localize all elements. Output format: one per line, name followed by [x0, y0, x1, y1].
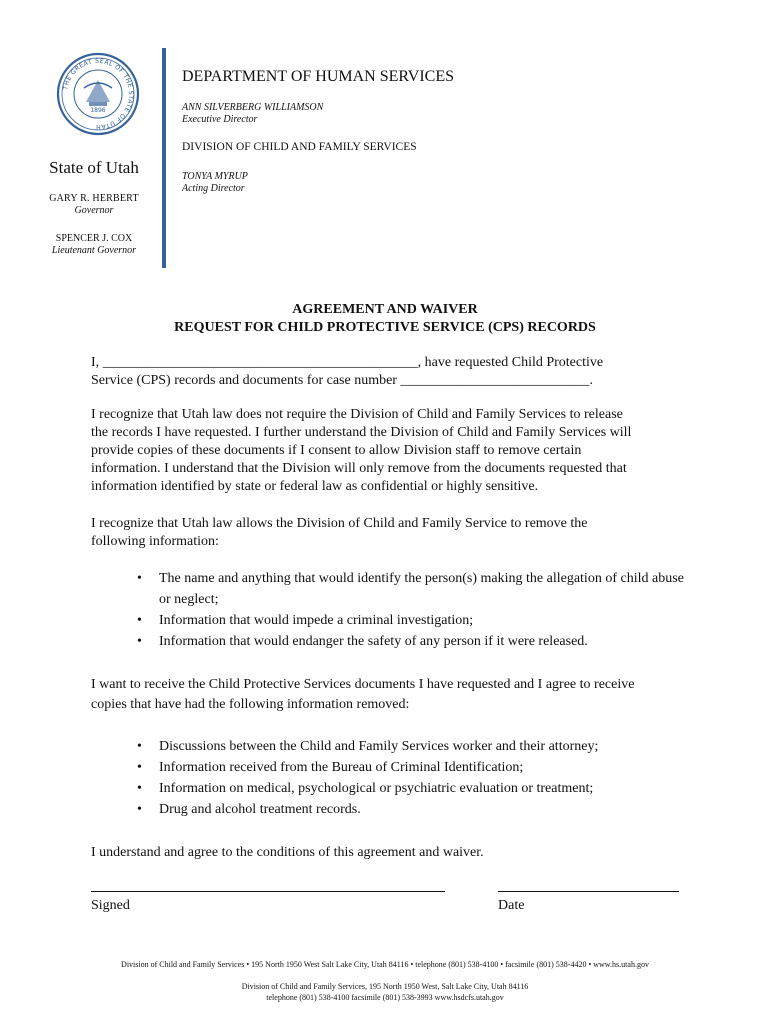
letterhead-divider: [162, 48, 166, 268]
signature-line: [91, 891, 445, 892]
consent-paragraph: [91, 675, 691, 715]
paragraph-line: I want to receive the Child Protective Services documents I have requested and I agree to receive: [91, 677, 635, 692]
signed-label: Signed: [91, 898, 130, 913]
utah-state-seal-icon: [56, 52, 140, 136]
paragraph-line: I recognize that Utah law allows the Division of Child and Family Service to remove the: [91, 516, 588, 531]
seal-text: THE GREAT SEAL OF THE STATE OF UTAH: [62, 57, 135, 131]
removable-info-list: [135, 568, 695, 652]
paragraph-line: information. I understand that the Division will only remove from the documents requested that: [91, 461, 627, 476]
intro-paragraph: [91, 354, 691, 390]
list-item: • Information that would impede a criminal investigation;: [135, 610, 695, 631]
agreement-statement: I understand and agree to the conditions of this agreement and waiver.: [91, 845, 484, 860]
executive-director-name: ANN SILVERBERG WILLIAMSON: [182, 102, 324, 113]
executive-director-title: Executive Director: [182, 114, 258, 125]
footer-division-address: Division of Child and Family Services, 195 North 1950 West, Salt Lake City, Utah 84116: [241, 982, 529, 991]
list-item: • Discussions between the Child and Family Services worker and their attorney;: [135, 736, 695, 757]
removal-paragraph: [91, 515, 691, 551]
paragraph-line: copies that have had the following information removed:: [91, 697, 410, 712]
list-item: • Drug and alcohol treatment records.: [135, 799, 695, 820]
intro-line: I, _____________________________________________, have requested Child Protective: [91, 355, 604, 370]
governor-title: Governor: [74, 205, 114, 216]
governor-name: GARY R. HERBERT: [49, 193, 139, 204]
lt-governor-name: SPENCER J. COX: [55, 233, 133, 244]
paragraph-line: the records I have requested. I further understand the Division of Child and Family Services will: [91, 425, 632, 440]
intro-line: Service (CPS) records and documents for case number ___________________________.: [91, 373, 593, 388]
document-subtitle: REQUEST FOR CHILD PROTECTIVE SERVICE (CPS) RECORDS: [174, 320, 596, 335]
list-item: • The name and anything that would identify the person(s) making the allegation of child abuse or neglect;: [135, 568, 695, 610]
recognition-paragraph: [91, 406, 691, 496]
paragraph-line: provide copies of these documents if I consent to allow Division staff to remove certain: [91, 443, 582, 458]
footer-contact: telephone (801) 538-4100 facsimile (801) 538-3993 www.hsdcfs.utah.gov: [266, 993, 504, 1002]
paragraph-line: information identified by state or federal law as confidential or highly sensitive.: [91, 479, 539, 494]
list-item: • Information received from the Bureau of Criminal Identification;: [135, 757, 695, 778]
date-label: Date: [498, 898, 525, 913]
footer-address-line: Division of Child and Family Services • 195 North 1950 West Salt Lake City, Utah 84116 • telephone (801) 538-4100 • facsimile (801) 538-4420 • www.hs.utah.gov: [121, 960, 649, 969]
paragraph-line: following information:: [91, 534, 219, 549]
document-title: AGREEMENT AND WAIVER: [292, 302, 478, 317]
seal-year: 1896: [90, 107, 106, 114]
division-name: DIVISION OF CHILD AND FAMILY SERVICES: [182, 141, 417, 153]
list-item: • Information that would endanger the safety of any person if it were released.: [135, 631, 695, 652]
paragraph-line: I recognize that Utah law does not require the Division of Child and Family Services to release: [91, 407, 623, 422]
lt-governor-title: Lieutenant Governor: [51, 245, 137, 256]
state-name: State of Utah: [49, 158, 139, 177]
list-item: • Information on medical, psychological or psychiatric evaluation or treatment;: [135, 778, 695, 799]
date-line: [498, 891, 679, 892]
removed-info-list: [135, 736, 695, 820]
department-name: DEPARTMENT OF HUMAN SERVICES: [182, 68, 455, 85]
acting-director-title: Acting Director: [182, 183, 245, 194]
acting-director-name: TONYA MYRUP: [182, 171, 248, 182]
